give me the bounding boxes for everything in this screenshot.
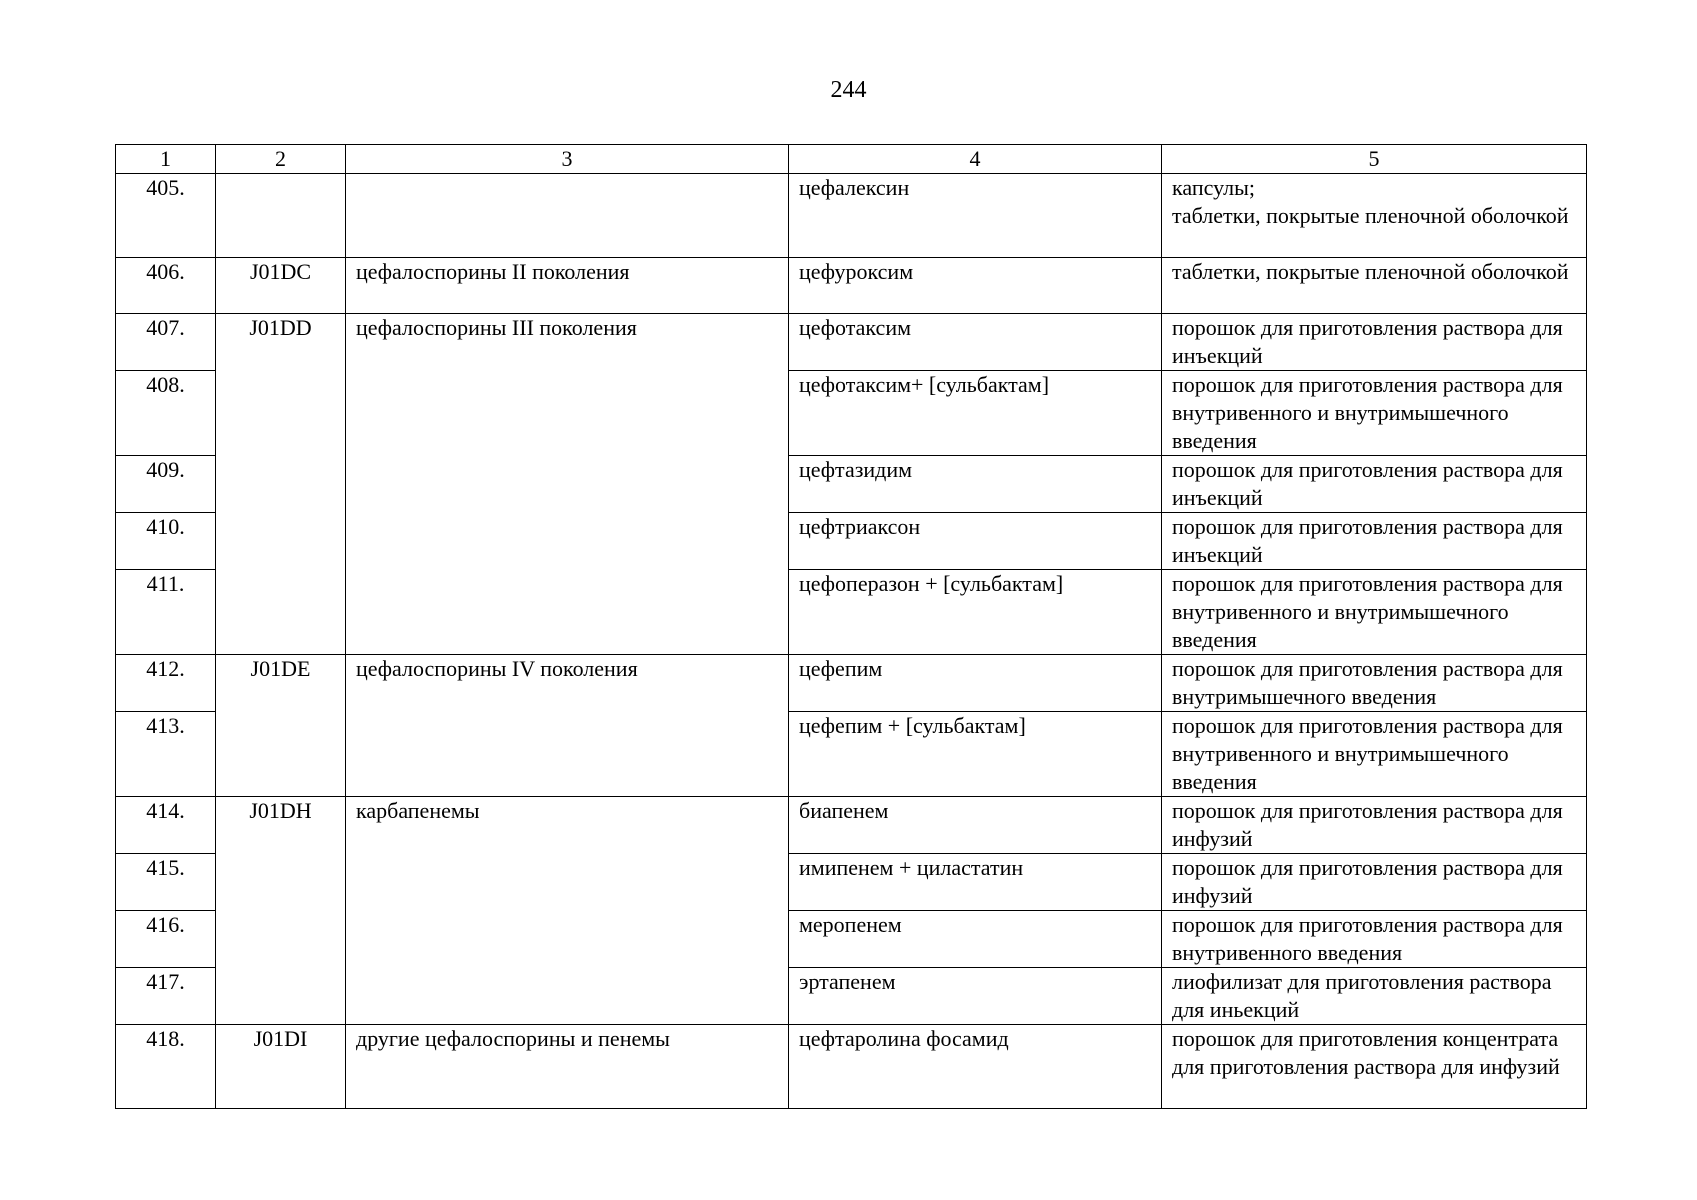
atc-group-name: цефалоспорины IV поколения bbox=[346, 655, 789, 797]
drug-name: цефепим + [сульбактам] bbox=[789, 712, 1162, 797]
table-row bbox=[116, 258, 1587, 314]
atc-group-name bbox=[346, 174, 789, 258]
row-number: 412. bbox=[116, 655, 216, 712]
drug-name: биапенем bbox=[789, 797, 1162, 854]
table-body bbox=[116, 174, 1587, 1109]
table-header-row bbox=[116, 145, 1587, 174]
row-number: 407. bbox=[116, 314, 216, 371]
dosage-form: порошок для приготовления раствора для внутривенного и внутримышечного введения bbox=[1162, 570, 1587, 655]
dosage-form: порошок для приготовления раствора для внутривенного и внутримышечного введения bbox=[1162, 712, 1587, 797]
atc-code: J01DE bbox=[216, 655, 346, 797]
row-number: 405. bbox=[116, 174, 216, 258]
dosage-form: порошок для приготовления раствора для инфузий bbox=[1162, 854, 1587, 911]
dosage-form: порошок для приготовления раствора для внутримышечного введения bbox=[1162, 655, 1587, 712]
drug-name: меропенем bbox=[789, 911, 1162, 968]
dosage-form: порошок для приготовления раствора для внутривенного и внутримышечного введения bbox=[1162, 371, 1587, 456]
atc-code bbox=[216, 174, 346, 258]
drug-name: эртапенем bbox=[789, 968, 1162, 1025]
atc-group-name: цефалоспорины III поколения bbox=[346, 314, 789, 655]
atc-group-name: цефалоспорины II поколения bbox=[346, 258, 789, 314]
row-number: 415. bbox=[116, 854, 216, 911]
dosage-form: порошок для приготовления концентрата для приготовления раствора для инфузий bbox=[1162, 1025, 1587, 1109]
row-number: 406. bbox=[116, 258, 216, 314]
drug-name: цефепим bbox=[789, 655, 1162, 712]
dosage-form: порошок для приготовления раствора для инъекций bbox=[1162, 513, 1587, 570]
header-cell: 3 bbox=[346, 145, 789, 174]
row-number: 413. bbox=[116, 712, 216, 797]
drug-name: цефуроксим bbox=[789, 258, 1162, 314]
drug-name: цефтаролина фосамид bbox=[789, 1025, 1162, 1109]
table-row bbox=[116, 1025, 1587, 1109]
page-number: 244 bbox=[830, 77, 867, 103]
row-number: 417. bbox=[116, 968, 216, 1025]
dosage-form: порошок для приготовления раствора для инфузий bbox=[1162, 797, 1587, 854]
drug-name: цефоперазон + [сульбактам] bbox=[789, 570, 1162, 655]
dosage-form: таблетки, покрытые пленочной оболочкой bbox=[1162, 258, 1587, 314]
atc-group-name: карбапенемы bbox=[346, 797, 789, 1025]
atc-code: J01DD bbox=[216, 314, 346, 655]
dosage-form: порошок для приготовления раствора для инъекций bbox=[1162, 314, 1587, 371]
drug-name: цефтриаксон bbox=[789, 513, 1162, 570]
dosage-form: лиофилизат для приготовления раствора для иньекций bbox=[1162, 968, 1587, 1025]
header-cell: 2 bbox=[216, 145, 346, 174]
table-row bbox=[116, 655, 1587, 712]
table-row bbox=[116, 797, 1587, 854]
row-number: 410. bbox=[116, 513, 216, 570]
drug-name: цефотаксим+ [сульбактам] bbox=[789, 371, 1162, 456]
row-number: 408. bbox=[116, 371, 216, 456]
dosage-form: порошок для приготовления раствора для инъекций bbox=[1162, 456, 1587, 513]
atc-code: J01DC bbox=[216, 258, 346, 314]
table-row bbox=[116, 174, 1587, 258]
header-cell: 5 bbox=[1162, 145, 1587, 174]
drug-name: цефотаксим bbox=[789, 314, 1162, 371]
drug-name: имипенем + циластатин bbox=[789, 854, 1162, 911]
row-number: 416. bbox=[116, 911, 216, 968]
header-cell: 1 bbox=[116, 145, 216, 174]
row-number: 409. bbox=[116, 456, 216, 513]
dosage-form: капсулы; таблетки, покрытые пленочной оболочкой bbox=[1162, 174, 1587, 258]
drug-name: цефтазидим bbox=[789, 456, 1162, 513]
drug-name: цефалексин bbox=[789, 174, 1162, 258]
dosage-form: порошок для приготовления раствора для внутривенного введения bbox=[1162, 911, 1587, 968]
header-cell: 4 bbox=[789, 145, 1162, 174]
row-number: 411. bbox=[116, 570, 216, 655]
atc-code: J01DI bbox=[216, 1025, 346, 1109]
atc-code: J01DH bbox=[216, 797, 346, 1025]
atc-group-name: другие цефалоспорины и пенемы bbox=[346, 1025, 789, 1109]
row-number: 418. bbox=[116, 1025, 216, 1109]
drug-table bbox=[115, 144, 1587, 1109]
row-number: 414. bbox=[116, 797, 216, 854]
table-row bbox=[116, 314, 1587, 371]
